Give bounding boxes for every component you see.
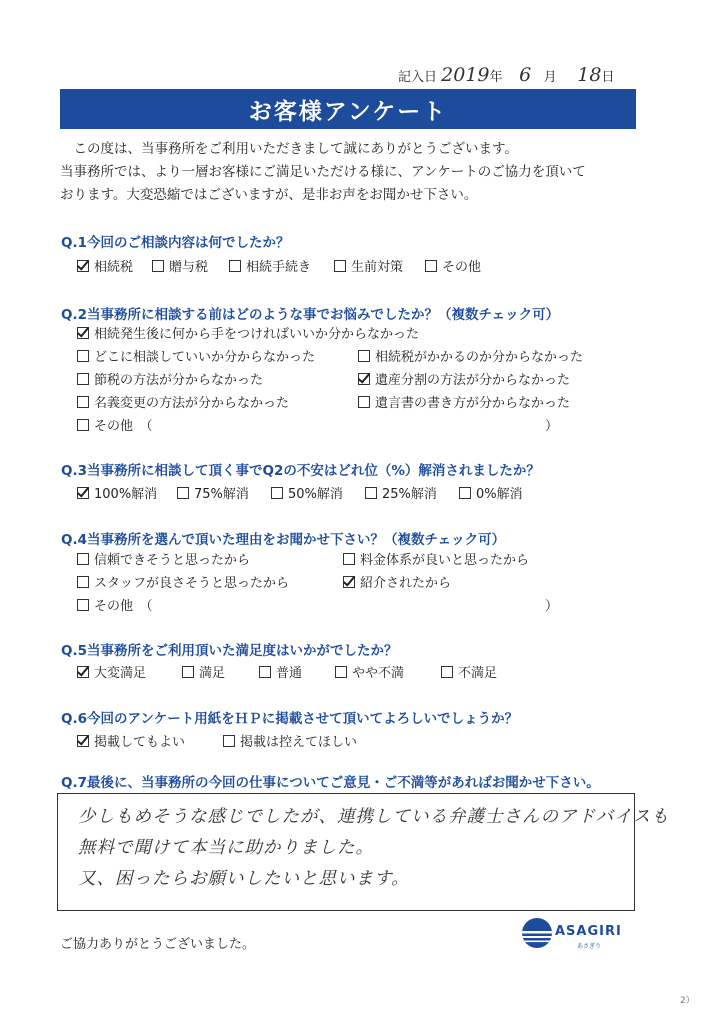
q5-option-label: 不満足 <box>458 666 498 681</box>
checkbox-checked-icon[interactable] <box>77 487 89 499</box>
q1-option-label: 相続手続き <box>246 260 312 275</box>
q3-title: Q.3当事務所に相談して頂く事でQ2の不安はどれ位（%）解消されましたか？ <box>61 463 540 479</box>
q3-option[interactable] <box>271 483 343 502</box>
checkbox-checked-icon[interactable] <box>358 373 370 385</box>
asagiri-logo <box>521 913 621 961</box>
checkbox-icon[interactable] <box>271 487 283 499</box>
q1-title: Q.1今回のご相談内容は何でしたか？ <box>61 235 290 251</box>
q5-option[interactable] <box>182 662 225 681</box>
checkbox-icon[interactable] <box>77 599 89 611</box>
q2-option-label: 相続発生後に何から手をつければいいか分からなかった <box>94 327 420 342</box>
q1-option-label: 贈与税 <box>169 260 209 275</box>
q2-option-label: 遺産分割の方法が分からなかった <box>375 373 571 388</box>
q2-option[interactable] <box>77 346 315 365</box>
checkbox-icon[interactable] <box>77 350 89 362</box>
comment-box[interactable] <box>57 793 670 911</box>
date-month: 6 <box>519 64 532 86</box>
intro-line: この度は、当事務所をご利用いただきまして誠にありがとうございます。 <box>60 141 518 157</box>
q5-option[interactable] <box>441 662 497 681</box>
day-unit: 日 <box>601 70 615 85</box>
q5-option[interactable] <box>259 662 302 681</box>
logo-subtext: あさぎり <box>577 943 602 950</box>
q5-title: Q.5当事務所をご利用頂いた満足度はいかがでしたか？ <box>61 643 398 659</box>
year-unit: 年 <box>489 70 503 85</box>
date-year: 2019 <box>441 64 490 86</box>
q4-other-close-paren: ） <box>545 599 559 614</box>
q4-option[interactable] <box>343 549 529 568</box>
q3-option[interactable] <box>365 483 437 502</box>
q5-option-label: やや不満 <box>352 666 405 681</box>
intro-text <box>60 138 650 207</box>
checkbox-checked-icon[interactable] <box>77 666 89 678</box>
checkbox-icon[interactable] <box>441 666 453 678</box>
q6-option-label: 掲載してもよい <box>94 735 186 750</box>
q2-title: Q.2当事務所に相談する前はどのような事でお悩みでしたか？（複数チェック可） <box>61 307 560 323</box>
checkbox-icon[interactable] <box>77 419 89 431</box>
page-mark: 2） <box>680 996 695 1006</box>
checkbox-checked-icon[interactable] <box>343 576 355 588</box>
checkbox-checked-icon[interactable] <box>77 260 89 272</box>
q4-option[interactable] <box>77 572 289 591</box>
q4-option-label: その他 （ <box>94 599 153 614</box>
q2-option-label: 相続税がかかるのか分からなかった <box>375 350 584 365</box>
q6-title: Q.6今回のアンケート用紙をＨＰに掲載させて頂いてよろしいでしょうか？ <box>61 711 519 727</box>
checkbox-checked-icon[interactable] <box>77 735 89 747</box>
q2-option-other[interactable] <box>77 415 153 434</box>
q4-option-label: 紹介されたから <box>360 576 452 591</box>
checkbox-icon[interactable] <box>335 666 347 678</box>
q3-option-label: 25%解消 <box>382 487 437 502</box>
q1-option[interactable] <box>425 256 481 275</box>
asagiri-logo-icon <box>521 917 553 949</box>
q3-option-label: 50%解消 <box>288 487 343 502</box>
checkbox-icon[interactable] <box>334 260 346 272</box>
checkbox-icon[interactable] <box>343 553 355 565</box>
checkbox-icon[interactable] <box>77 576 89 588</box>
q3-option[interactable] <box>177 483 249 502</box>
checkbox-icon[interactable] <box>223 735 235 747</box>
q2-option-label: どこに相談していいか分からなかった <box>94 350 316 365</box>
q1-option-label: その他 <box>442 260 482 275</box>
q2-option-label: 名義変更の方法が分からなかった <box>94 396 290 411</box>
checkbox-icon[interactable] <box>358 350 370 362</box>
handwritten-comment-line: 少しもめそうな感じでしたが、連携している弁護士さんのアドバイスも <box>78 807 670 827</box>
q1-option-label: 生前対策 <box>351 260 404 275</box>
q2-option-label: その他 （ <box>94 419 153 434</box>
q3-option-label: 100%解消 <box>94 487 158 502</box>
checkbox-icon[interactable] <box>229 260 241 272</box>
q2-option-label: 節税の方法が分からなかった <box>94 373 264 388</box>
checkbox-icon[interactable] <box>365 487 377 499</box>
q2-option[interactable] <box>358 346 583 365</box>
entry-date <box>398 64 614 86</box>
date-label: 記入日 <box>398 70 438 85</box>
survey-title: お客様アンケート <box>60 89 636 129</box>
date-day: 18 <box>577 64 602 86</box>
q3-option[interactable] <box>77 483 157 502</box>
checkbox-icon[interactable] <box>152 260 164 272</box>
handwritten-comment-line: 又、困ったらお願いしたいと思います。 <box>78 869 410 889</box>
month-unit: 月 <box>543 70 557 85</box>
q5-option[interactable] <box>77 662 146 681</box>
intro-line: 当事務所では、より一層お客様にご満足いただける様に、アンケートのご協力を頂いて <box>60 164 586 180</box>
intro-line: おります。大変恐縮ではございますが、是非お声をお聞かせ下さい。 <box>60 187 478 203</box>
q4-option-label: スタッフが良さそうと思ったから <box>94 576 290 591</box>
checkbox-icon[interactable] <box>77 396 89 408</box>
q4-option-other[interactable] <box>77 595 153 614</box>
q6-option-label: 掲載は控えてほしい <box>240 735 358 750</box>
handwritten-comment-line: 無料で聞けて本当に助かりました。 <box>78 838 374 858</box>
q6-option[interactable] <box>223 731 357 750</box>
q4-title: Q.4当事務所を選んで頂いた理由をお聞かせ下さい？（複数チェック可） <box>61 532 506 548</box>
checkbox-icon[interactable] <box>259 666 271 678</box>
q1-option[interactable] <box>152 256 208 275</box>
q1-option[interactable] <box>229 256 311 275</box>
q4-option[interactable] <box>77 549 250 568</box>
q2-option[interactable] <box>77 323 419 342</box>
checkbox-icon[interactable] <box>459 487 471 499</box>
q3-option-label: 75%解消 <box>194 487 249 502</box>
q2-option[interactable] <box>358 392 570 411</box>
checkbox-icon[interactable] <box>358 396 370 408</box>
q5-option-label: 満足 <box>199 666 226 681</box>
q3-option-label: 0%解消 <box>476 487 523 502</box>
q4-option[interactable] <box>343 572 451 591</box>
q2-option-label: 遺言書の書き方が分からなかった <box>375 396 571 411</box>
q1-option-label: 相続税 <box>94 260 134 275</box>
checkbox-checked-icon[interactable] <box>77 327 89 339</box>
q2-option[interactable] <box>77 392 289 411</box>
checkbox-icon[interactable] <box>182 666 194 678</box>
q4-option-label: 信頼できそうと思ったから <box>94 553 251 568</box>
checkbox-icon[interactable] <box>77 553 89 565</box>
q1-option[interactable] <box>77 256 133 275</box>
checkbox-icon[interactable] <box>177 487 189 499</box>
checkbox-icon[interactable] <box>425 260 437 272</box>
q5-option-label: 普通 <box>276 666 303 681</box>
q2-other-close-paren: ） <box>545 419 559 434</box>
logo-text: ASAGIRI <box>555 924 622 939</box>
q7-title: Q.7最後に、当事務所の今回の仕事についてご意見・ご不満等があればお聞かせ下さい。 <box>61 775 600 791</box>
q1-option[interactable] <box>334 256 403 275</box>
q4-option-label: 料金体系が良いと思ったから <box>360 553 530 568</box>
q2-option[interactable] <box>77 369 263 388</box>
checkbox-icon[interactable] <box>77 373 89 385</box>
thanks-text: ご協力ありがとうございました。 <box>60 937 256 952</box>
q5-option-label: 大変満足 <box>94 666 147 681</box>
q6-option[interactable] <box>77 731 185 750</box>
q5-option[interactable] <box>335 662 404 681</box>
q2-option[interactable] <box>358 369 570 388</box>
q3-option[interactable] <box>459 483 523 502</box>
